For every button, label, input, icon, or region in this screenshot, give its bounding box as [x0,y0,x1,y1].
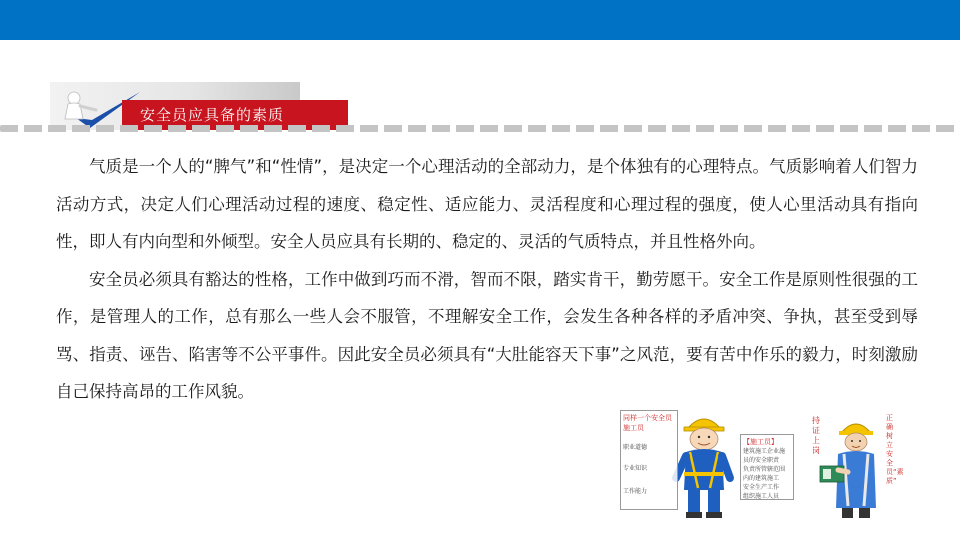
paragraph-character: 安全员必须具有豁达的性格，工作中做到巧而不滑，智而不限，踏实肯干，勤劳愿干。安全工作是原则性很强的工作，是管理人的工作，总有那么一些人会不服管，不理解安全工作，会发生各种各样的矛盾冲突、争执，甚至受到辱骂、指责、诬告、陷害等不公平事件。因此安全员必须具有“大肚能容天下事”之风范，要有苦中作乐的毅力，时刻激励自己保持高昂的工作风貌。 [56,269,918,401]
body-text [56,148,918,411]
certified-worker-illustration [808,408,904,520]
banner-left-text: 持证上岗 [812,416,820,455]
dashed-divider [0,125,960,132]
paragraph-temperament: 气质是一个人的“脾气”和“性情”，是决定一个心理活动的全部动力，是个体独有的心理特点。气质影响着人们智力活动方式，决定人们心理活动过程的速度、稳定性、适应能力、灵活程度和心理过程的强度，使人心里活动具有指向性，即人有内向型和外倾型。安全人员应具有长期的、稳定的、灵活的气质特点，并且性格外向。 [56,157,918,251]
top-banner-bar [0,0,960,40]
banner-right-text: 正确树立安全员“素质” [886,414,904,485]
note-card: 【施工员】 建筑施工企业施 员的安全职责 负责所管辖范围 内的建筑施工 安全生产工作 组织施工人员 [740,434,794,500]
note-left: 同样一个安全员施工员 职业道德 专业知识 工作能力 [620,410,678,510]
safety-worker-illustration [618,408,796,520]
section-header [50,82,300,130]
section-title: 安全员应具备的素质 [122,100,348,130]
